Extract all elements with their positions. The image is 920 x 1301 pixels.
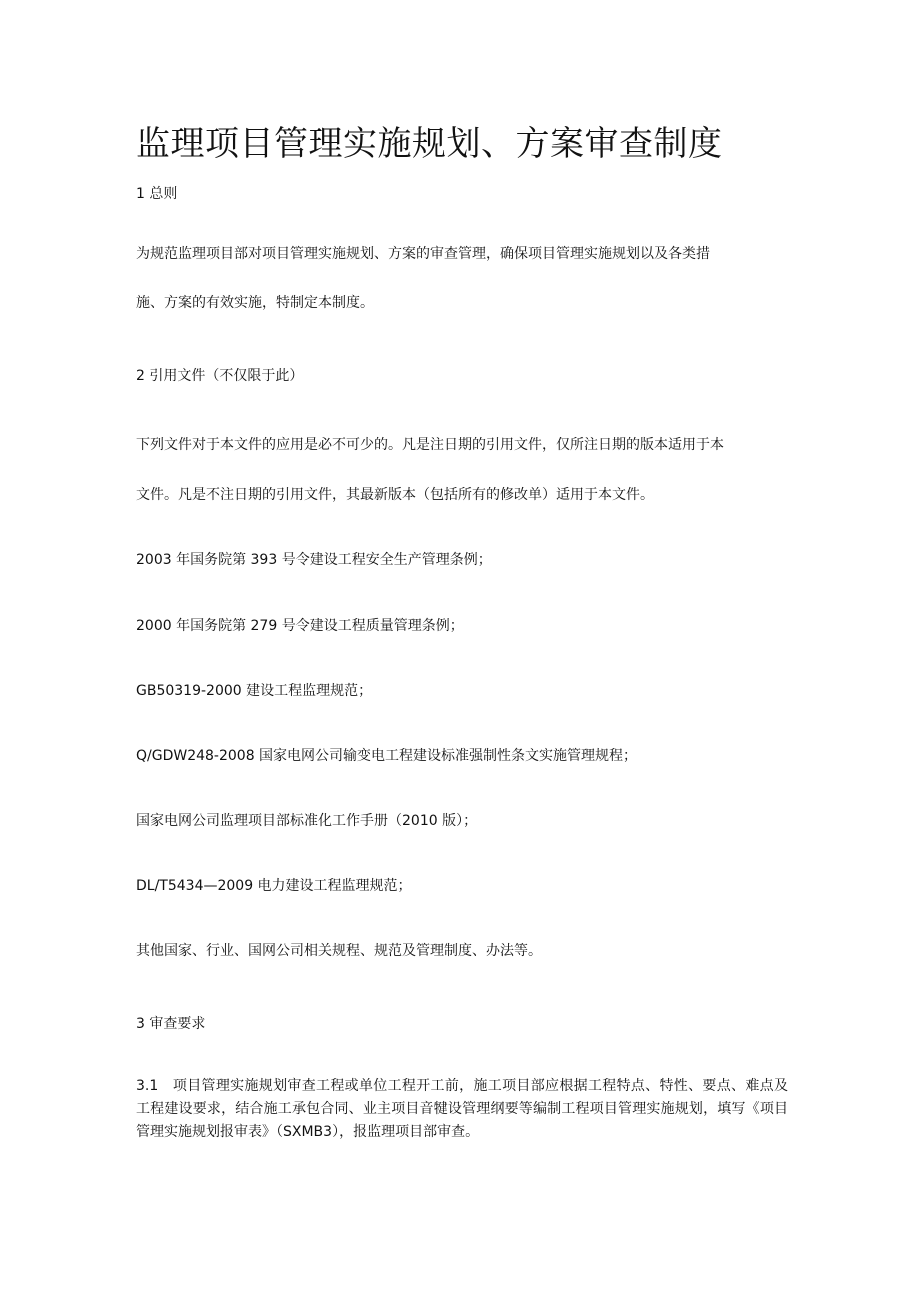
clause-3-1-paragraph: 3.1 项目管理实施规划审查工程或单位工程开工前，施工项目部应根据工程特点、特性、要点、难点及工程建设要求，结合施工承包合同、业主项目音犍设管理纲要等编制工程项目管理实施规划，填写《项目管理实施规划报审表》（SXMB3），报监理项目部审查。 xyxy=(136,1078,788,1140)
document-title: 监理项目管理实施规划、方案审查制度 xyxy=(136,124,723,164)
section-1-paragraph-line-2: 施、方案的有效实施，特制定本制度。 xyxy=(136,295,374,311)
reference-item: GB50319-2000 建设工程监理规范； xyxy=(136,683,373,699)
reference-item: 2000 年国务院第 279 号令建设工程质量管理条例； xyxy=(136,618,464,634)
reference-item: 其他国家、行业、国网公司相关规程、规范及管理制度、办法等。 xyxy=(136,943,542,959)
reference-item: 国家电网公司监理项目部标准化工作手册（2010 版）； xyxy=(136,813,478,829)
section-2-paragraph-line-1: 下列文件对于本文件的应用是必不可少的。凡是注日期的引用文件，仅所注日期的版本适用于本 xyxy=(136,437,724,453)
section-2-heading: 2 引用文件（不仅限于此） xyxy=(136,368,304,384)
section-1-heading: 1 总则 xyxy=(136,186,178,202)
section-2-paragraph-line-2: 文件。凡是不注日期的引用文件，其最新版本（包括所有的修改单）适用于本文件。 xyxy=(136,487,654,503)
section-3-heading: 3 审查要求 xyxy=(136,1016,206,1032)
reference-item: DL/T5434—2009 电力建设工程监理规范； xyxy=(136,878,412,894)
section-1-paragraph-line-1: 为规范监理项目部对项目管理实施规划、方案的审查管理，确保项目管理实施规划以及各类措 xyxy=(136,246,710,262)
reference-item: 2003 年国务院第 393 号令建设工程安全生产管理条例； xyxy=(136,552,492,568)
reference-item: Q/GDW248-2008 国家电网公司输变电工程建设标准强制性条文实施管理规程； xyxy=(136,748,638,764)
